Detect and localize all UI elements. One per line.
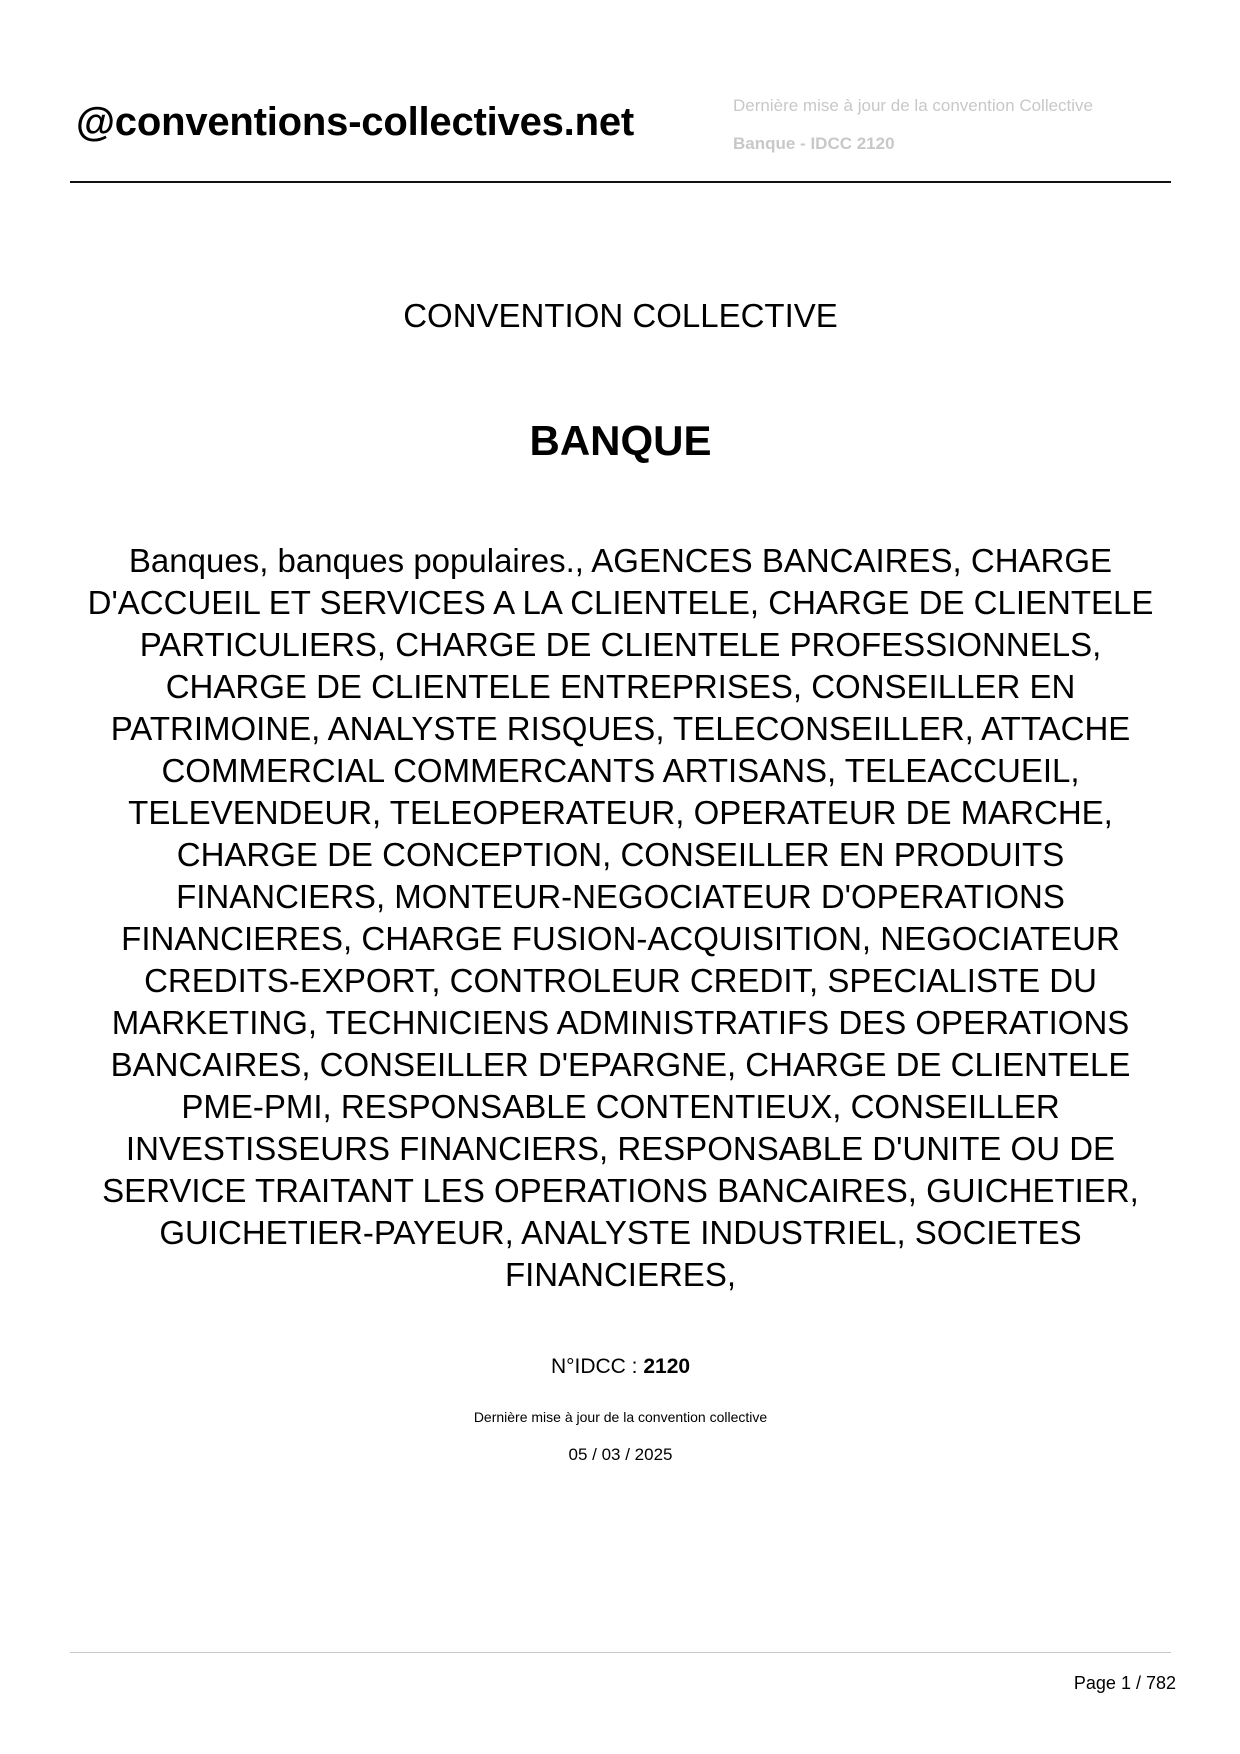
header-update-label: Dernière mise à jour de la convention Collective [733,96,1094,115]
idcc-label: N°IDCC : [550,1355,644,1378]
update-label: Dernière mise à jour de la convention collective [473,1409,768,1425]
header-convention-id: Banque - IDCC 2120 [733,134,895,153]
document-type: CONVENTION COLLECTIVE [403,297,838,334]
document-description: Banques, banques populaires., AGENCES BANCAIRES, CHARGE D'ACCUEIL ET SERVICES A LA CLIENTELE, CHARGE DE CLIENTELE PARTICULIERS, CHARGE DE CLIENTELE PROFESSIONNELS, CHARGE DE CLIENTELE ENTREPRISES, CONSEILLER EN PATRIMOINE, ANALYSTE RISQUES, TELECONSEILLER, ATTACHE COMMERCIAL COMMERCANTS ARTISANS, TELEACCUEIL, TELEVENDEUR, TELEOPERATEUR, OPERATEUR DE MARCHE, CHARGE DE CONCEPTION, CONSEILLER EN PRODUITS FINANCIERS, MONTEUR-NEGOCIATEUR D'OPERATIONS FINANCIERES, CHARGE FUSION-ACQUISITION, NEGOCIATEUR CREDITS-EXPORT, CONTROLEUR CREDIT, SPECIALISTE DU MARKETING, TECHNICIENS ADMINISTRATIFS DES OPERATIONS BANCAIRES, CONSEILLER D'EPARGNE, CHARGE DE CLIENTELE PME-PMI, RESPONSABLE CONTENTIEUX, CONSEILLER INVESTISSEURS FINANCIERS, RESPONSABLE D'UNITE OU DE SERVICE TRAITANT LES OPERATIONS BANCAIRES, GUICHETIER, GUICHETIER-PAYEUR, ANALYSTE INDUSTRIEL, SOCIETES FINANCIERES, [87,542,1154,1293]
header-divider [70,181,1171,183]
update-date: 05 / 03 / 2025 [568,1445,673,1464]
idcc-value: 2120 [643,1355,691,1378]
idcc-number [70,1354,1171,1380]
document-title: BANQUE [529,417,712,464]
footer-divider [70,1652,1171,1653]
site-name: @conventions-collectives.net [76,100,634,144]
page-number: Page 1 / 782 [1073,1673,1176,1693]
header-meta [733,96,1093,154]
